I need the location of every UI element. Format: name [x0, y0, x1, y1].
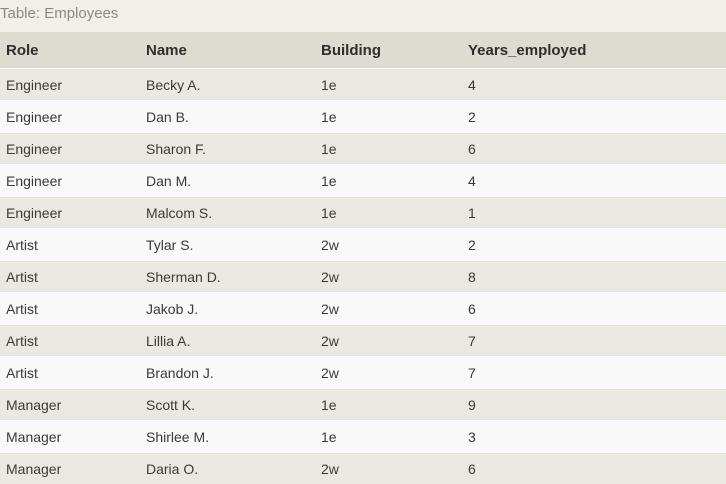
cell-years-employed: 2 — [462, 229, 726, 261]
cell-building: 1e — [315, 101, 462, 133]
table-header-row — [0, 32, 726, 69]
cell-role: Manager — [0, 421, 140, 453]
cell-name: Jakob J. — [140, 293, 315, 325]
cell-role: Engineer — [0, 165, 140, 197]
cell-name: Sherman D. — [140, 261, 315, 293]
cell-years-employed: 2 — [462, 101, 726, 133]
cell-building: 2w — [315, 357, 462, 389]
cell-building: 2w — [315, 229, 462, 261]
cell-name: Dan B. — [140, 101, 315, 133]
column-header-name[interactable]: Name — [140, 32, 315, 69]
cell-years-employed: 4 — [462, 165, 726, 197]
cell-name: Brandon J. — [140, 357, 315, 389]
cell-name: Daria O. — [140, 453, 315, 484]
cell-years-employed: 6 — [462, 453, 726, 484]
cell-role: Engineer — [0, 133, 140, 165]
cell-building: 2w — [315, 293, 462, 325]
cell-building: 2w — [315, 261, 462, 293]
cell-role: Engineer — [0, 69, 140, 101]
cell-years-employed: 7 — [462, 325, 726, 357]
cell-name: Malcom S. — [140, 197, 315, 229]
table-row[interactable] — [0, 165, 726, 197]
cell-role: Artist — [0, 325, 140, 357]
cell-role: Artist — [0, 293, 140, 325]
cell-role: Artist — [0, 229, 140, 261]
table-row[interactable] — [0, 453, 726, 484]
column-header-years-employed[interactable]: Years_employed — [462, 32, 726, 69]
table-caption: Table: Employees — [0, 5, 118, 22]
cell-building: 1e — [315, 69, 462, 101]
cell-role: Manager — [0, 453, 140, 484]
cell-building: 2w — [315, 325, 462, 357]
cell-years-employed: 4 — [462, 69, 726, 101]
table-row[interactable] — [0, 197, 726, 229]
table-row[interactable] — [0, 389, 726, 421]
cell-name: Dan M. — [140, 165, 315, 197]
cell-role: Engineer — [0, 197, 140, 229]
cell-name: Shirlee M. — [140, 421, 315, 453]
column-header-role[interactable]: Role — [0, 32, 140, 69]
cell-role: Artist — [0, 261, 140, 293]
cell-years-employed: 3 — [462, 421, 726, 453]
cell-years-employed: 1 — [462, 197, 726, 229]
table-row[interactable] — [0, 101, 726, 133]
cell-years-employed: 6 — [462, 133, 726, 165]
cell-years-employed: 8 — [462, 261, 726, 293]
table-row[interactable] — [0, 293, 726, 325]
cell-building: 1e — [315, 389, 462, 421]
cell-role: Artist — [0, 357, 140, 389]
cell-years-employed: 7 — [462, 357, 726, 389]
table-row[interactable] — [0, 69, 726, 101]
cell-name: Becky A. — [140, 69, 315, 101]
cell-role: Engineer — [0, 101, 140, 133]
table-row[interactable] — [0, 229, 726, 261]
column-header-building[interactable]: Building — [315, 32, 462, 69]
cell-building: 1e — [315, 165, 462, 197]
table-row[interactable] — [0, 421, 726, 453]
cell-building: 1e — [315, 197, 462, 229]
cell-name: Sharon F. — [140, 133, 315, 165]
cell-name: Tylar S. — [140, 229, 315, 261]
cell-years-employed: 6 — [462, 293, 726, 325]
cell-building: 1e — [315, 133, 462, 165]
table-body — [0, 69, 726, 484]
table-row[interactable] — [0, 357, 726, 389]
cell-building: 2w — [315, 453, 462, 484]
table-row[interactable] — [0, 325, 726, 357]
cell-name: Lillia A. — [140, 325, 315, 357]
cell-role: Manager — [0, 389, 140, 421]
cell-building: 1e — [315, 421, 462, 453]
employees-table — [0, 32, 726, 484]
table-row[interactable] — [0, 133, 726, 165]
cell-name: Scott K. — [140, 389, 315, 421]
cell-years-employed: 9 — [462, 389, 726, 421]
table-row[interactable] — [0, 261, 726, 293]
